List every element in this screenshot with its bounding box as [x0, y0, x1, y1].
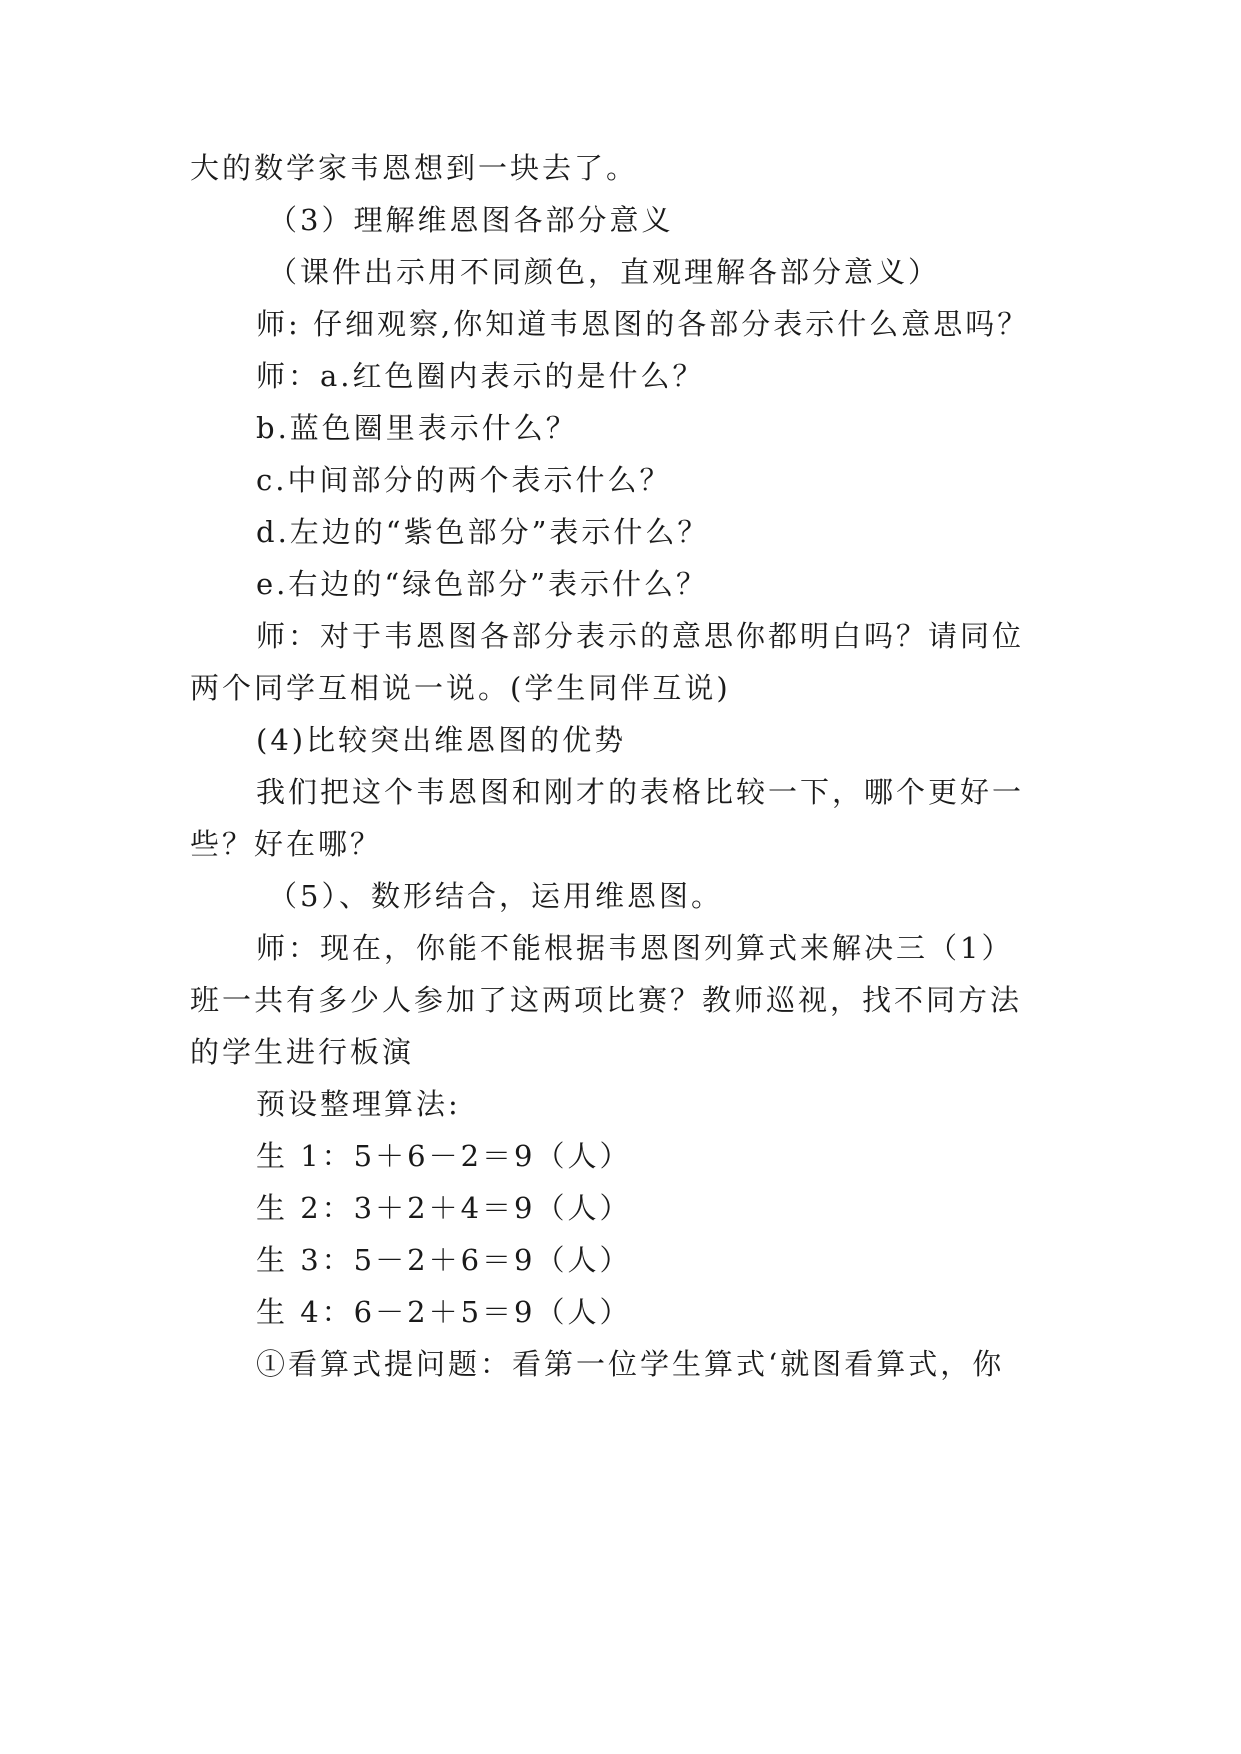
paragraph-line: 师: 仔细观察,你知道韦恩图的各部分表示什么意思吗？ — [256, 307, 1030, 341]
paragraph-line: 师：现在，你能不能根据韦恩图列算式来解决三（1） — [256, 931, 1014, 965]
paragraph-line: 两个同学互相说一说。(学生同伴互说) — [190, 671, 731, 705]
paragraph-line: 我们把这个韦恩图和刚才的表格比较一下，哪个更好一 — [256, 775, 1025, 809]
paragraph-line: （课件出示用不同颜色，直观理解各部分意义） — [268, 255, 941, 289]
equation-line: 生 3：5－2＋6＝9（人） — [256, 1243, 632, 1277]
paragraph-line: 师：a.红色圈内表示的是什么？ — [256, 359, 705, 393]
section-heading-5: （5）、数形结合，运用维恩图。 — [268, 879, 723, 913]
paragraph-line: 师：对于韦恩图各部分表示的意思你都明白吗？请同位 — [256, 619, 1025, 653]
section-heading-4: (4)比较突出维恩图的优势 — [256, 723, 627, 757]
paragraph-line: 班一共有多少人参加了这两项比赛？教师巡视，找不同方法 — [190, 983, 1023, 1017]
paragraph-line: 大的数学家韦恩想到一块去了。 — [190, 151, 639, 185]
paragraph-line: b.蓝色圈里表示什么？ — [256, 411, 578, 445]
paragraph-line: 些？好在哪？ — [190, 827, 383, 861]
equation-line: 生 4：6－2＋5＝9（人） — [256, 1295, 632, 1329]
section-heading-3: （3）理解维恩图各部分意义 — [268, 203, 674, 237]
equation-line: 生 1：5＋6－2＝9（人） — [256, 1139, 632, 1173]
paragraph-line: c.中间部分的两个表示什么？ — [256, 463, 672, 497]
paragraph-line: d.左边的“紫色部分”表示什么？ — [256, 515, 710, 549]
paragraph-line: 的学生进行板演 — [190, 1035, 415, 1069]
paragraph-line: 预设整理算法: — [256, 1087, 461, 1121]
paragraph-line: e.右边的“绿色部分”表示什么？ — [256, 567, 709, 601]
paragraph-line: ①看算式提问题：看第一位学生算式‘就图看算式，你 — [256, 1347, 1005, 1381]
equation-line: 生 2：3＋2＋4＝9（人） — [256, 1191, 632, 1225]
